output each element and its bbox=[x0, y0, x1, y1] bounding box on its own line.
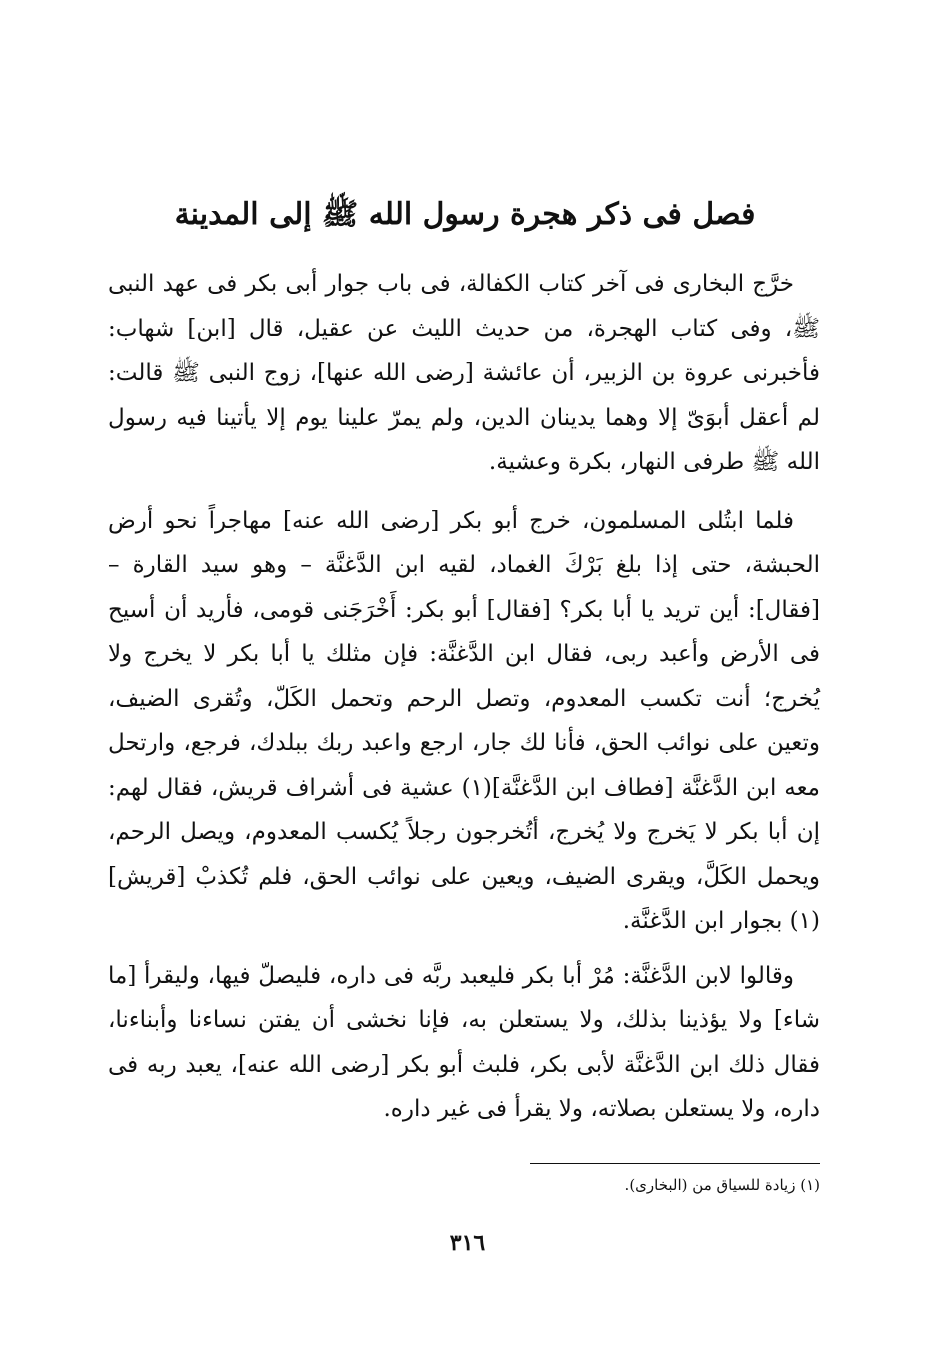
footnote-divider bbox=[530, 1163, 820, 1164]
footnote: (١) زيادة للسياق من (البخارى). bbox=[624, 1176, 820, 1194]
paragraph: وقالوا لابن الدَّغنَّة: مُرْ أبا بكر فليعبد ربَّه فى داره، فليصلّ فيها، وليقرأ [ما شاء] ولا يؤذينا بذلك، ولا يستعلن به، فإنا نخشى أن يفتن نساءنا وأبناءنا، فقال ذلك ابن الدَّغنَّة لأبى بكر، فلبث أبو بكر [رضى الله عنه]، يعبد ربه فى داره، ولا يستعلن بصلاته، ولا يقرأ فى غير داره. bbox=[108, 962, 820, 1122]
chapter-title: فصل فى ذكر هجرة رسول الله ﷺ إلى المدينة bbox=[174, 197, 756, 232]
paragraph: فلما ابتُلى المسلمون، خرج أبو بكر [رضى الله عنه] مهاجراً نحو أرض الحبشة، حتى إذا بلغ بَرْكَ الغماد، لقيه ابن الدَّغنَّة – وهو سيد القارة – [فقال]: أين تريد يا أبا بكر؟ [فقال] أبو بكر: أَخْرَجَنى قومى، فأريد أن أسيح فى الأرض وأعبد ربى، فقال ابن الدَّغنَّة: فإن مثلك يا أبا بكر لا يخرج ولا يُخرج؛ أنت تكسب المعدوم، وتصل الرحم وتحمل الكَلّ، وتُقرى الضيف، وتعين على نوائب الحق، فأنا لك جار، ارجع واعبد ربك ببلدك، فرجع، وارتحل معه ابن الدَّغنَّة [فطاف ابن الدَّغنَّة](١) عشية فى أشراف قريش، فقال لهم: إن أبا بكر لا يَخرج ولا يُخرج، أتُخرجون رجلاً يُكسب المعدوم، ويصل الرحم، ويحمل الكَلَّ، ويقرى الضيف، ويعين على نوائب الحق، فلم تُكذبْ [قريش](١) بجوار ابن الدَّغنَّة. bbox=[108, 507, 820, 934]
page-number: ٣١٦ bbox=[449, 1230, 486, 1256]
body-text bbox=[108, 262, 820, 1146]
paragraph: خرَّج البخارى فى آخر كتاب الكفالة، فى باب جوار أبى بكر فى عهد النبى ﷺ، وفى كتاب الهجرة، من حديث الليث عن عقيل، قال [ابن] شهاب: فأخبرنى عروة بن الزبير، أن عائشة [رضى الله عنها]، زوج النبى ﷺ قالت: لم أعقل أبوَىّ إلا وهما يدينان الدين، ولم يمرّ علينا يوم إلا يأتينا فيه رسول الله ﷺ طرفى النهار، بكرة وعشية. bbox=[108, 271, 820, 475]
